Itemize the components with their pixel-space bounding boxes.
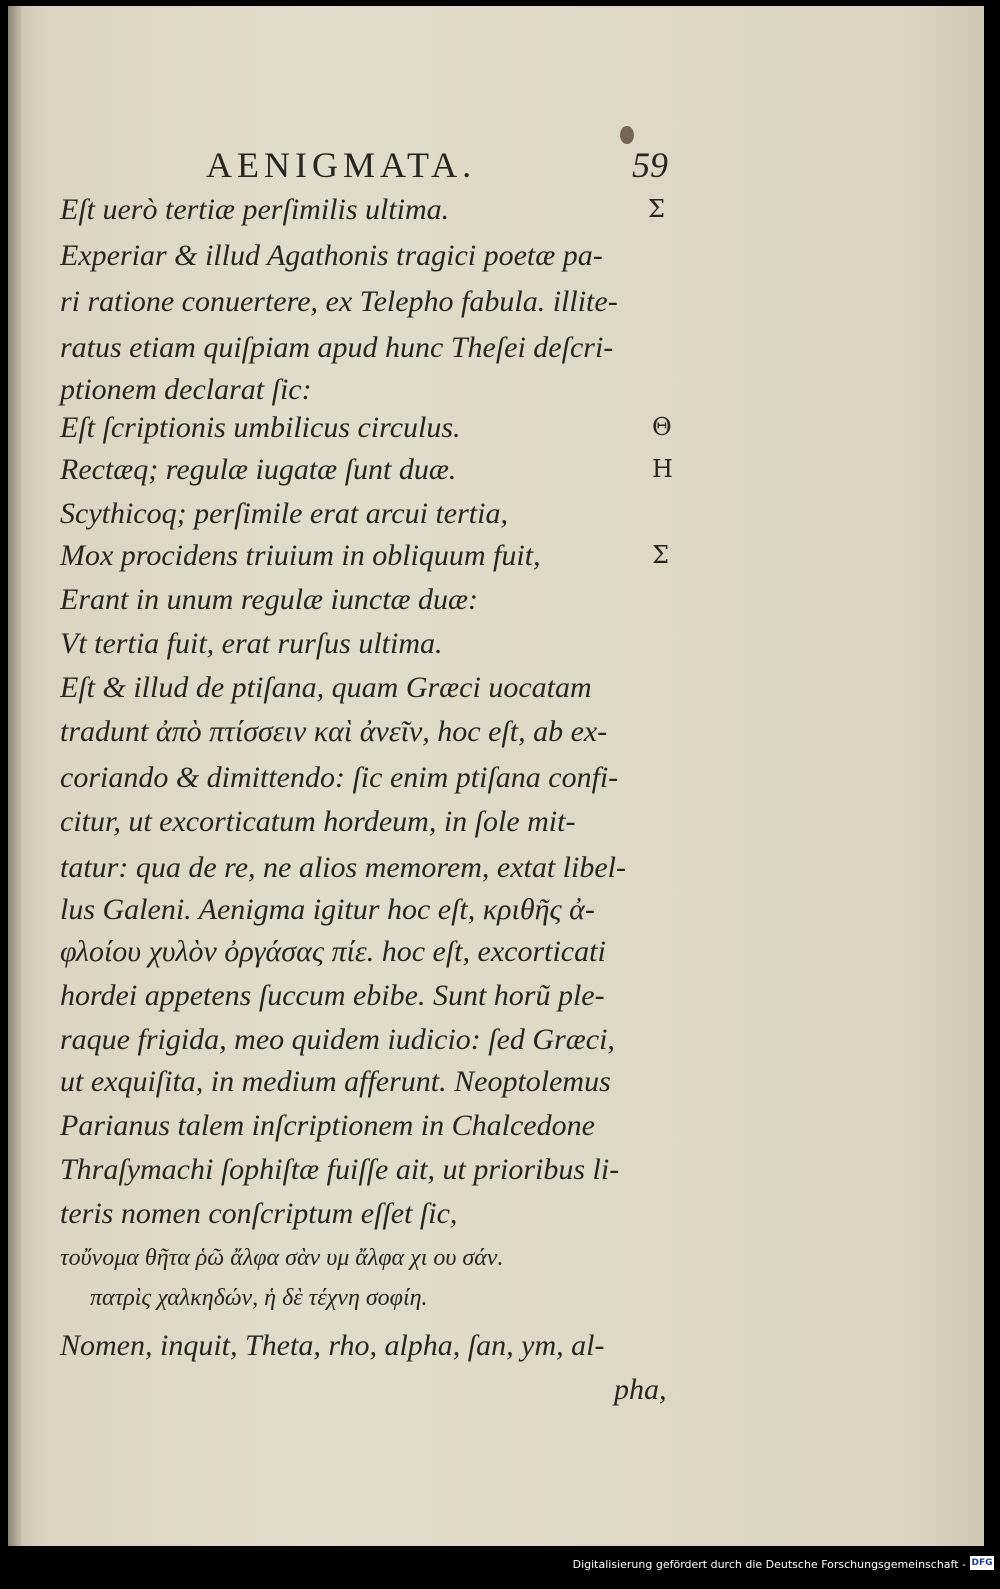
text-line: Eſt ſcriptionis umbilicus circulus. [60, 411, 461, 444]
page-number: 59 [632, 145, 668, 185]
text-line: Mox procidens triuium in obliquum fuit, [60, 539, 541, 572]
book-page [8, 6, 984, 1546]
text-line: ri ratione conuertere, ex Telepho fabula. illite- [60, 285, 618, 318]
text-line: φλοίου χυλὸν ὀργάσας πίε. hoc eſt, excorticati [60, 935, 606, 968]
margin-letter: Σ [648, 195, 665, 223]
greek-verse-line: πατρὶς χαλκηδών, ἡ δὲ τέχνη σοφίη. [90, 1285, 428, 1311]
margin-letter: Θ [652, 413, 672, 441]
text-line: tatur: qua de re, ne alios memorem, extat libel- [60, 851, 626, 884]
text-line: tradunt ἀπὸ πτίσσειν καὶ ἀνεῖν, hoc eſt, ab ex- [60, 715, 608, 748]
margin-letter: Σ [652, 541, 669, 569]
text-line: Experiar & illud Agathonis tragici poetæ pa- [60, 239, 603, 272]
text-line: Eſt & illud de ptiſana, quam Græci uocatam [60, 671, 592, 704]
dfg-logo-icon: DFG [971, 1558, 993, 1568]
text-line: citur, ut excorticatum hordeum, in ſole mit- [60, 805, 576, 838]
funding-credit: Digitalisierung gefördert durch die Deutsche Forschungsgemeinschaft - [572, 1558, 966, 1571]
text-line: teris nomen conſcriptum eſſet ſic, [60, 1197, 458, 1230]
text-line: Nomen, inquit, Theta, rho, alpha, ſan, ym, al- [60, 1329, 605, 1362]
text-line: coriando & dimittendo: ſic enim ptiſana confi- [60, 761, 619, 794]
text-line: Eſt uerò tertiæ perſimilis ultima. [60, 193, 450, 226]
text-line: Erant in unum regulæ iunctæ duæ: [60, 583, 479, 616]
text-line: raque frigida, meo quidem iudicio: ſed Græci, [60, 1023, 615, 1056]
footer-bar [0, 1548, 1000, 1589]
text-line: Rectæq; regulæ iugatæ ſunt duæ. [60, 453, 457, 486]
text-line: ptionem declarat ſic: [60, 373, 312, 406]
text-line: Parianus talem inſcriptionem in Chalcedone [60, 1109, 595, 1142]
text-line: hordei appetens ſuccum ebibe. Sunt horũ ple- [60, 979, 605, 1012]
text-line: ut exquiſita, in medium afferunt. Neoptolemus [60, 1065, 611, 1098]
running-head: AENIGMATA. [206, 145, 477, 185]
text-line: lus Galeni. Aenigma igitur hoc eſt, κριθῆς ἀ- [60, 893, 595, 926]
greek-verse-line: τοὔνομα θῆτα ῥῶ ἄλφα σὰν υμ ἄλφα χι ου σάν. [60, 1245, 504, 1271]
text-line: Scythicoq; perſimile erat arcui tertia, [60, 497, 508, 530]
text-line: ratus etiam quiſpiam apud hunc Theſei deſcri- [60, 331, 614, 364]
text-line: Thraſymachi ſophiſtæ fuiſſe ait, ut prioribus li- [60, 1153, 620, 1186]
margin-letter: Η [652, 455, 673, 483]
body-text [8, 6, 984, 1546]
catchword: pha, [614, 1373, 667, 1406]
text-line: Vt tertia fuit, erat rurſus ultima. [60, 627, 443, 660]
